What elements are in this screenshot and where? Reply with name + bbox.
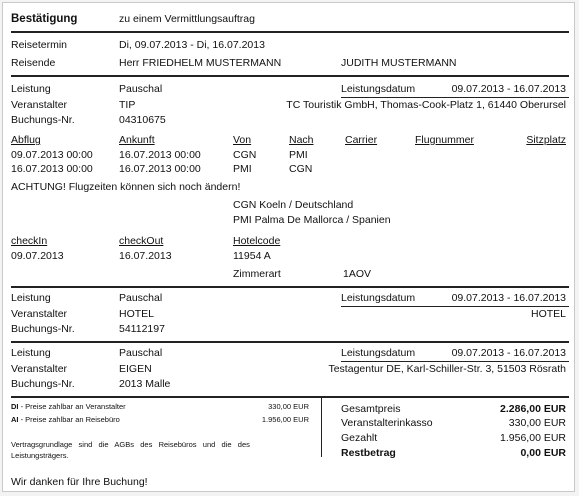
airport-cgn: CGN Koeln / Deutschland	[233, 199, 354, 211]
hotel-leistungsdatum-value: 09.07.2013 - 16.07.2013	[451, 292, 566, 304]
travel-date-value: Di, 09.07.2013 - Di, 16.07.2013	[119, 39, 265, 51]
header-divider	[11, 31, 569, 33]
veranstalterinkasso-value: 330,00 EUR	[508, 417, 566, 429]
agb-note-line2: Leistungsträgers.	[11, 451, 69, 460]
traveler-2: JUDITH MUSTERMANN	[341, 57, 457, 69]
flight-2-nach: CGN	[289, 163, 313, 175]
leistung-label: Leistung	[11, 83, 51, 95]
flight-2-abflug: 16.07.2013 00:00	[11, 163, 93, 175]
hotel-veranstalter-right: HOTEL	[530, 308, 566, 320]
eigen-buchungs-nr-label: Buchungs-Nr.	[11, 378, 75, 390]
airport-pmi: PMI Palma De Mallorca / Spanien	[233, 214, 391, 226]
eigen-veranstalter-address: Testagentur DE, Karl-Schiller-Str. 3, 51503 Rösrath	[328, 363, 566, 375]
flights-header-von: Von	[233, 134, 252, 146]
leistungsdatum-value: 09.07.2013 - 16.07.2013	[451, 83, 566, 95]
flights-header-flugnummer: Flugnummer	[415, 134, 474, 146]
hotel-leistungsdatum-label: Leistungsdatum	[341, 292, 416, 304]
travelers-label: Reisende	[11, 57, 56, 69]
hotel-code-value: 11954 A	[233, 250, 271, 262]
thank-you-note: Wir danken für Ihre Buchung!	[11, 476, 148, 488]
eigen-leistungsdatum-label: Leistungsdatum	[341, 347, 416, 359]
flights-header-carrier: Carrier	[345, 134, 378, 146]
veranstalter-label: Veranstalter	[11, 99, 68, 111]
totals-divider	[11, 396, 569, 398]
eigen-leistung-value: Pauschal	[119, 347, 163, 359]
booking-confirmation-document	[2, 2, 575, 492]
restbetrag-value: 0,00 EUR	[520, 447, 566, 459]
hotel-header-checkout: checkOut	[119, 235, 164, 247]
hotel-checkout-value: 16.07.2013	[119, 250, 172, 262]
hotel-leistung-value: Pauschal	[119, 292, 163, 304]
buchungs-nr-value: 04310675	[119, 114, 166, 126]
veranstalter-address: TC Touristik GmbH, Thomas-Cook-Platz 1, 61440 Oberursel	[286, 99, 566, 111]
flight-1-abflug: 09.07.2013 00:00	[11, 149, 93, 161]
leistungsdatum-label: Leistungsdatum	[341, 83, 416, 95]
flights-header-abflug: Abflug	[11, 134, 41, 146]
veranstalter-value: TIP	[119, 99, 136, 111]
hotel-buchungs-nr-value: 54112197	[119, 323, 165, 335]
hotel-header-checkin: checkIn	[11, 235, 48, 247]
flights-header-sitzplatz: Sitzplatz	[526, 134, 566, 146]
flight-1-nach: PMI	[289, 149, 308, 161]
eigen-leistung-label: Leistung	[11, 347, 51, 359]
payment-note-di-amount: 330,00 EUR	[268, 402, 309, 411]
veranstalterinkasso-label: Veranstalterinkasso	[341, 417, 433, 429]
eigen-veranstalter-value: EIGEN	[119, 363, 152, 375]
flight-2-von: PMI	[233, 163, 252, 175]
leistung-value: Pauschal	[119, 83, 163, 95]
payment-note-di: DI - Preise zahlbar an Veranstalter	[11, 402, 126, 411]
flights-header-ankunft: Ankunft	[119, 134, 155, 146]
travel-divider	[11, 75, 569, 77]
traveler-1: Herr FRIEDHELM MUSTERMANN	[119, 57, 282, 69]
eigen-veranstalter-label: Veranstalter	[11, 363, 68, 375]
eigen-buchungs-nr-value: 2013 Malle	[119, 378, 171, 390]
payment-note-ai-amount: 1.956,00 EUR	[261, 415, 309, 424]
gesamtpreis-value: 2.286,00 EUR	[500, 403, 566, 415]
flight-1-ankunft: 16.07.2013 00:00	[119, 149, 201, 161]
zimmerart-label: Zimmerart	[233, 268, 281, 280]
document-title: Bestätigung	[11, 13, 78, 25]
flights-header-nach: Nach	[289, 134, 314, 146]
buchungs-nr-label: Buchungs-Nr.	[11, 114, 75, 126]
totals-separator	[321, 397, 322, 457]
hotel-leistung-label: Leistung	[11, 292, 51, 304]
zimmerart-value: 1AOV	[343, 268, 372, 280]
hotel-checkin-value: 09.07.2013	[11, 250, 64, 262]
gesamtpreis-label: Gesamtpreis	[341, 403, 401, 415]
gezahlt-value: 1.956,00 EUR	[500, 432, 566, 444]
gezahlt-label: Gezahlt	[341, 432, 378, 444]
eigen-leistungsdatum-underline	[341, 361, 569, 362]
flight-time-warning: ACHTUNG! Flugzeiten können sich noch ändern!	[11, 181, 241, 193]
leistungsdatum-underline	[341, 97, 569, 98]
hotel-leistungsdatum-underline	[341, 306, 569, 307]
restbetrag-label: Restbetrag	[341, 447, 396, 459]
eigen-divider	[11, 341, 569, 343]
payment-note-ai: AI - Preise zahlbar an Reisebüro	[11, 415, 120, 424]
travel-date-label: Reisetermin	[11, 39, 68, 51]
hotel-buchungs-nr-label: Buchungs-Nr.	[11, 323, 75, 335]
hotel-veranstalter-value: HOTEL	[119, 308, 155, 320]
flight-2-ankunft: 16.07.2013 00:00	[119, 163, 201, 175]
agb-note-line1: Vertragsgrundlage sind die AGBs des Reisebüros und die des	[11, 440, 250, 449]
document-subtitle: zu einem Vermittlungsauftrag	[119, 13, 255, 25]
hotel-header-hotelcode: Hotelcode	[233, 235, 281, 247]
eigen-leistungsdatum-value: 09.07.2013 - 16.07.2013	[451, 347, 566, 359]
flight-1-von: CGN	[233, 149, 257, 161]
hotel-divider	[11, 286, 569, 288]
hotel-veranstalter-label: Veranstalter	[11, 308, 68, 320]
